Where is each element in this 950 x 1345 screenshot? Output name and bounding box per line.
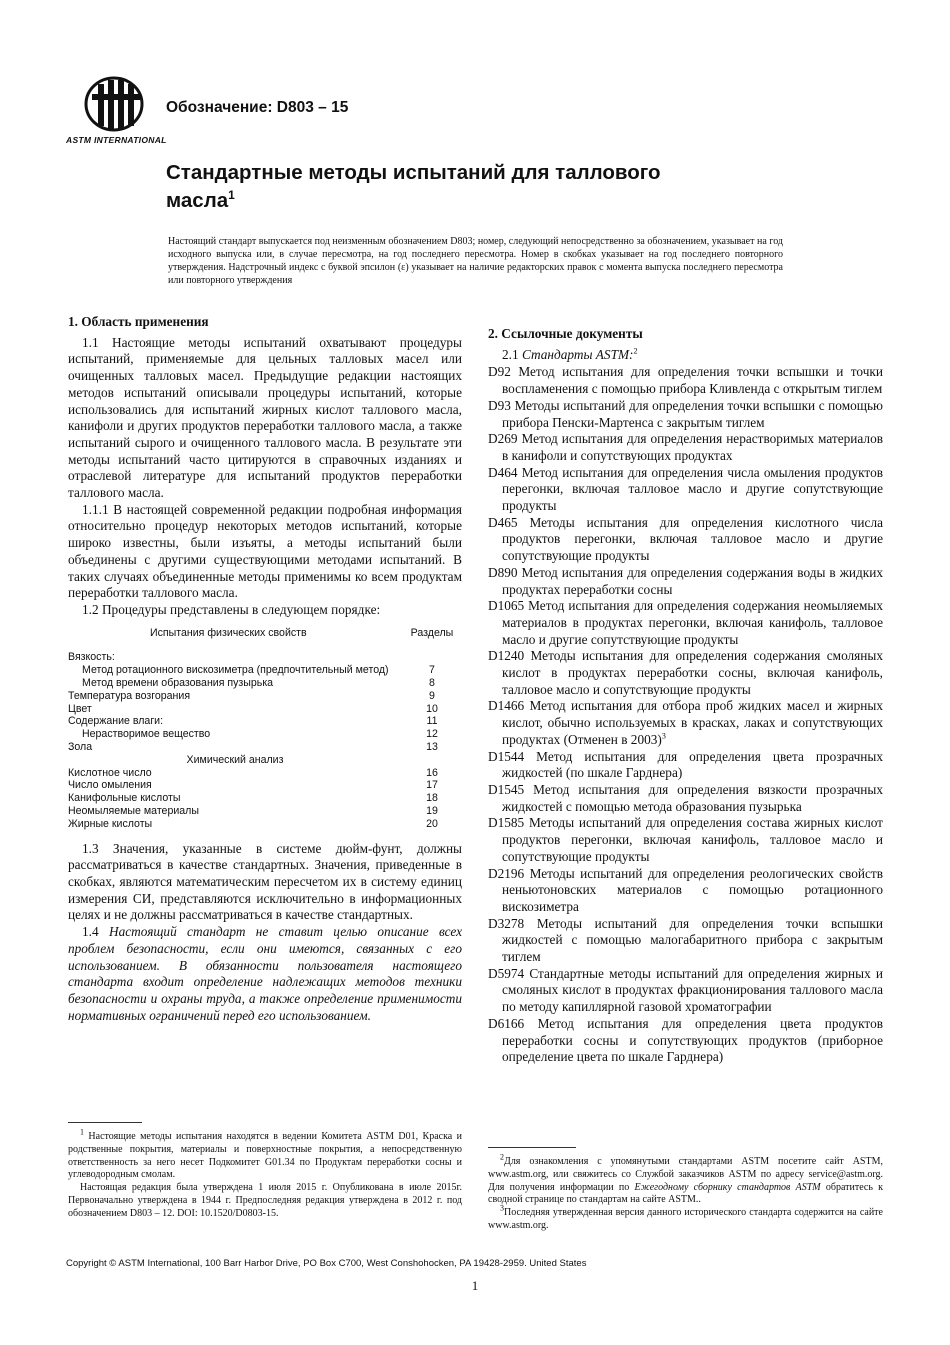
list-item [488,1016,883,1066]
table-row [68,664,462,677]
title-text: Стандартные методы испытаний для таллового масла [166,161,661,212]
toc-label: Вязкость: [68,651,115,664]
footnote-number: 2 [500,1152,504,1162]
footnote-ref: 2 [633,346,638,356]
ref-text: D269 Метод испытания для определения нерастворимых материалов в канифоли и сопутствующих продуктах [488,431,883,463]
toc-num: 7 [429,664,435,677]
toc-num: 10 [426,702,438,715]
footnote-3 [488,1203,883,1233]
footnote-text: Последняя утвержденная версия данного исторического стандарта содержится на сайте www.astm.org. [488,1207,883,1231]
para-1-1: 1.1 Настоящие методы испытаний охватывают процедуры испытаний, применяемые для цельных талловых масел или очищенных талловых масел. Предыдущие редакции настоящих методов испытаний описывали процедуры испытаний, которые использовались для испытаний жирных кислот таллового масла, канифоли и других продуктов переработки таллового масла, а также испытаний сырого и очищенного таллового масла. В результате эти методы испытаний часто цитируются в справочных изданиях и отраслевой литературе для испытаний продуктов переработки таллового масла. [68,334,462,501]
footnote-divider [68,1122,142,1123]
logo-wordmark: ASTM INTERNATIONAL [66,135,167,145]
table-row [68,703,462,716]
table-row [68,779,462,792]
table-row [68,677,462,690]
toc-num: 17 [426,779,438,792]
ref-text: D6166 Метод испытания для определения цвета продуктов переработки сосны и сопутствующих продуктов (приборное определение цвета по шкале Гарднера) [488,1015,883,1065]
list-item [488,364,883,397]
toc-label: Цвет [68,702,92,715]
list-item [488,431,883,464]
para-1-4-text: Настоящий стандарт не ставит целью описание всех проблем безопасности, если они имеются, связанных с его использованием. В обязанности пользователя настоящего стандарта входит определение надлежащих методов техники безопасности и охраны труда, а также определение применимости нормативных ограничений перед его использованием. [68,924,462,1023]
footnote-number: 1 [80,1127,84,1137]
section-1-heading: 1. Область применения [68,314,209,329]
footnote-1 [68,1127,462,1182]
toc-num: 8 [429,677,435,690]
footnote-italic: Ежегодному сборнику стандартов ASTM [634,1181,821,1193]
toc-subheader: Химический анализ [186,753,284,766]
copyright: Copyright © ASTM International, 100 Barr Harbor Drive, PO Box C700, West Conshohocken, PA 19428-2959. United States [66,1258,587,1269]
list-item [488,398,883,431]
list-item [488,749,883,782]
table-row [68,715,462,728]
toc-num: 9 [429,689,435,702]
toc-label: Кислотное число [68,766,152,779]
ref-text: D890 Метод испытания для определения содержания воды в жидких продуктах переработки сосны [488,564,883,597]
ref-text: D465 Методы испытания для определения кислотного числа продуктов перегонки, включая талловое масло и другие сопутствующие продукты [488,514,883,564]
ref-text: D92 Метод испытания для определения точки вспышки и точки воспламенения с помощью прибора Кливленда с открытым тиглем [488,364,883,397]
toc-label: Метод времени образования пузырька [82,677,274,690]
toc-header-right: Разделы [410,626,454,639]
footnote-1b: Настоящая редакция была утверждена 1 июля 2015 г. Опубликована в июле 2015г. Первоначально утверждена в 1944 г. Предпоследняя редакция утверждена в 2012 г. под обозначением D803 – 12. DOI: 10.1520/D0803-15. [68,1182,462,1219]
footnote-number: 3 [500,1203,504,1213]
footnotes-right [488,1152,884,1233]
ref-text: D1240 Методы испытания для определения содержания смоляных кислот в продуктах переработки сосны, включая канифоль, талловое масло и сопутствующие продукты [488,648,883,697]
footnote-text: Настоящие методы испытания находятся в ведении Комитета ASTM D01, Краска и родственные покрытия, материалы и поверхностные покрытия, а непосредственную ответственность за него несет Подкомитет G01.34 по Продуктам переработки сосны и углеводородным смолам. [68,1131,462,1181]
procedures-table [68,627,462,831]
toc-label: Содержание влаги: [68,715,164,728]
toc-num: 19 [426,805,438,818]
footnote-text: Для ознакомления с упомянутыми стандартами ASTM посетите сайт ASTM, www.astm.org, или свяжитесь со Службой заказчиков ASTM по адресу service@astm.org. Для получения информации по [488,1156,883,1193]
ref-text: D5974 Стандартные методы испытаний для определения жирных и смоляных кислот в продуктах фракционирования таллового масла по методу капиллярной газовой хроматографии [488,965,883,1015]
page-title [166,159,686,215]
list-item [488,916,883,966]
ref-text: D2196 Методы испытаний для определения реологических свойств неньютоновских материалов с помощью ротационного вискозиметра [488,865,883,914]
table-row [68,805,462,818]
list-item [488,966,883,1016]
footnote-text: обратитесь к сводной странице по стандартам на сайте ASTM.. [488,1181,884,1206]
list-item [488,648,883,698]
ref-text: D1545 Метод испытания для определения вязкости прозрачных жидкостей с помощью метода образования пузырька [488,781,883,814]
ref-text: D3278 Методы испытаний для определения точки вспышки жидкостей с помощью малогабаритного прибора с закрытым тиглем [488,915,883,965]
list-item [488,698,883,748]
section-2-heading: 2. Ссылочные документы [488,326,643,341]
subsection-2-1 [502,347,883,364]
subsection-label: Стандарты ASTM: [521,346,634,362]
table-row [68,754,462,767]
footnote-divider [488,1147,576,1148]
footnote-2 [488,1152,884,1207]
para-1-1-1: 1.1.1 В настоящей современной редакции подробная информация относительно процедур некоторых методов испытаний, которые широко известны, были изъяты, а методы испытаний были объединены с другими существующими методами испытаний. В таких случаях объединенные методы применимы ко всем продуктам переработки таллового масла. [68,501,462,601]
preamble: Настоящий стандарт выпускается под неизменным обозначением D803; номер, следующий непосредственно за обозначением, указывает на год исходного выпуска или, в случае пересмотра, на год последнего пересмотра. Номер в скобках указывает на год последнего повторного утверждения. Надстрочный индекс с буквой эпсилон (ε) указывает на наличие редакторских правок с момента выпуска последнего пересмотра или повторного утверждения [168,236,783,286]
toc-num: 16 [426,766,438,779]
ref-text: D1466 Метод испытания для отбора проб жидких масел и жирных кислот, обычно используемых в красках, лаках и сопутствующих продуктах (Отменен в 2003) [488,698,883,747]
list-item [488,815,883,865]
toc-num [402,651,462,664]
toc-num: 12 [426,728,438,741]
ref-text: D1065 Метод испытания для определения содержания неомыляемых материалов в продуктах перегонки, включая канифоль, талловое масло и другие сопутствующие продукты [488,598,883,647]
para-1-2: 1.2 Процедуры представлены в следующем порядке: [82,601,381,617]
para-1-4-number: 1.4 [82,924,99,940]
right-column [488,326,883,1066]
toc-num: 13 [426,741,438,754]
ref-text: D1544 Метод испытания для определения цвета прозрачных жидкостей (по шкале Гарднера) [488,748,883,781]
subsection-number: 2.1 [502,346,519,362]
table-row [68,741,462,754]
list-item [488,515,883,565]
toc-label: Число омыления [68,779,152,792]
table-row [68,767,462,780]
para-1-3: 1.3 Значения, указанные в системе дюйм-фунт, должны рассматриваться в качестве стандартных. Значения, приведенные в скобках, являются математическим пересчетом их в систему единиц измерения СИ, представляются исключительно в информационных целях и не должны рассматриваться в качестве стандартных. [68,840,462,923]
para-1-4 [68,924,462,1024]
toc-label: Температура возгорания [68,689,191,702]
ref-text: D93 Методы испытаний для определения точки вспышки с помощью прибора Пенски-Мартенса с закрытым тиглем [488,397,883,430]
page-number: 1 [471,1278,479,1293]
toc-label: Нерастворимое вещество [82,728,211,741]
toc-num: 11 [426,715,438,728]
list-item [488,866,883,916]
table-row [68,818,462,831]
title-footnote-ref: 1 [228,188,235,203]
table-row [68,728,462,741]
table-row [68,651,462,664]
list-item [488,598,883,648]
left-column [68,314,462,1024]
footnote-ref: 3 [661,731,666,741]
table-row [68,792,462,805]
toc-label: Канифольные кислоты [68,792,181,805]
toc-num: 18 [426,792,438,805]
footnotes-left [68,1127,462,1221]
designation: Обозначение: D803 – 15 [166,99,349,116]
table-row [68,690,462,703]
ref-text: D464 Метод испытания для определения числа омыления продуктов перегонки, включая талловое масло и другие сопутствующие продукты [488,464,883,514]
toc-header-left: Испытания физических свойств [150,626,307,639]
toc-label: Неомыляемые материалы [68,805,199,818]
toc-label: Метод ротационного вискозиметра (предпочтительный метод) [82,664,389,677]
list-item [488,465,883,515]
toc-num: 20 [426,817,438,830]
list-item [488,565,883,598]
toc-label: Жирные кислоты [68,817,153,830]
list-item [488,782,883,815]
ref-text: D1585 Методы испытаний для определения состава жирных кислот продуктов перегонки, включая канифоль, талловое масло и сопутствующие продукты [488,815,883,864]
toc-label: Зола [68,741,93,754]
